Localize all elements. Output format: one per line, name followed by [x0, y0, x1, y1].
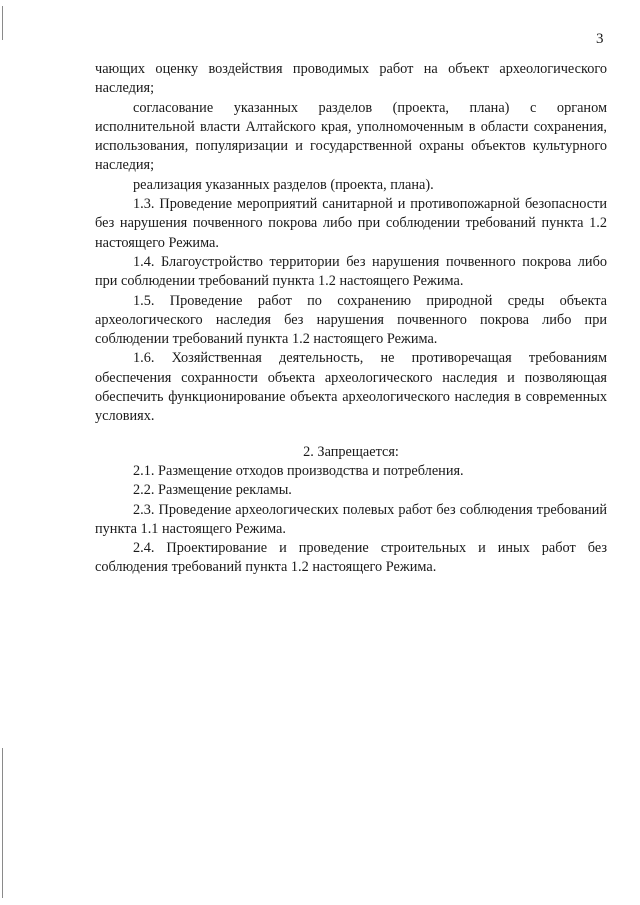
paragraph-implementation: реализация указанных разделов (проекта, плана).: [133, 176, 434, 193]
paragraph-2-1: 2.1. Размещение отходов производства и потребления.: [133, 462, 464, 479]
scan-edge-mark: [2, 748, 3, 898]
page-number: 3: [596, 31, 604, 47]
paragraph-coordination: согласование указанных разделов (проекта, плана) с органом исполнительной власти Алтайского края, уполномоченным в области сохранения, использования, популяризации и государственной охраны объектов культурного наследия;: [95, 99, 607, 174]
paragraph-2-4: 2.4. Проектирование и проведение строительных и иных работ без соблюдения требований пункта 1.2 настоящего Режима.: [95, 540, 607, 576]
paragraph-1-4: 1.4. Благоустройство территории без нарушения почвенного покрова либо при соблюдении требований пункта 1.2 настоящего Режима.: [95, 253, 607, 290]
paragraph-2-2: 2.2. Размещение рекламы.: [133, 482, 292, 499]
paragraph-continuation: чающих оценку воздействия проводимых работ на объект археологического наследия;: [95, 61, 607, 97]
paragraph-1-6: 1.6. Хозяйственная деятельность, не противоречащая требованиям обеспечения сохранности объекта археологического наследия и позволяющая обеспечить функционирование объекта археологического наследия в современных условиях.: [95, 350, 607, 425]
paragraph-1-3: 1.3. Проведение мероприятий санитарной и противопожарной безопасности без нарушения почвенного покрова либо при соблюдении требований пункта 1.2 настоящего Режима.: [95, 196, 607, 251]
section-heading-prohibited: 2. Запрещается:: [303, 443, 399, 460]
scan-edge-mark: [2, 6, 3, 40]
document-body: [95, 60, 607, 578]
paragraph-2-3: 2.3. Проведение археологических полевых работ без соблюдения требований пункта 1.1 настоящего Режима.: [95, 501, 607, 537]
paragraph-1-5: 1.5. Проведение работ по сохранению природной среды объекта археологического наследия без нарушения почвенного покрова либо при соблюдении требований пункта 1.2 настоящего Режима.: [95, 292, 607, 348]
